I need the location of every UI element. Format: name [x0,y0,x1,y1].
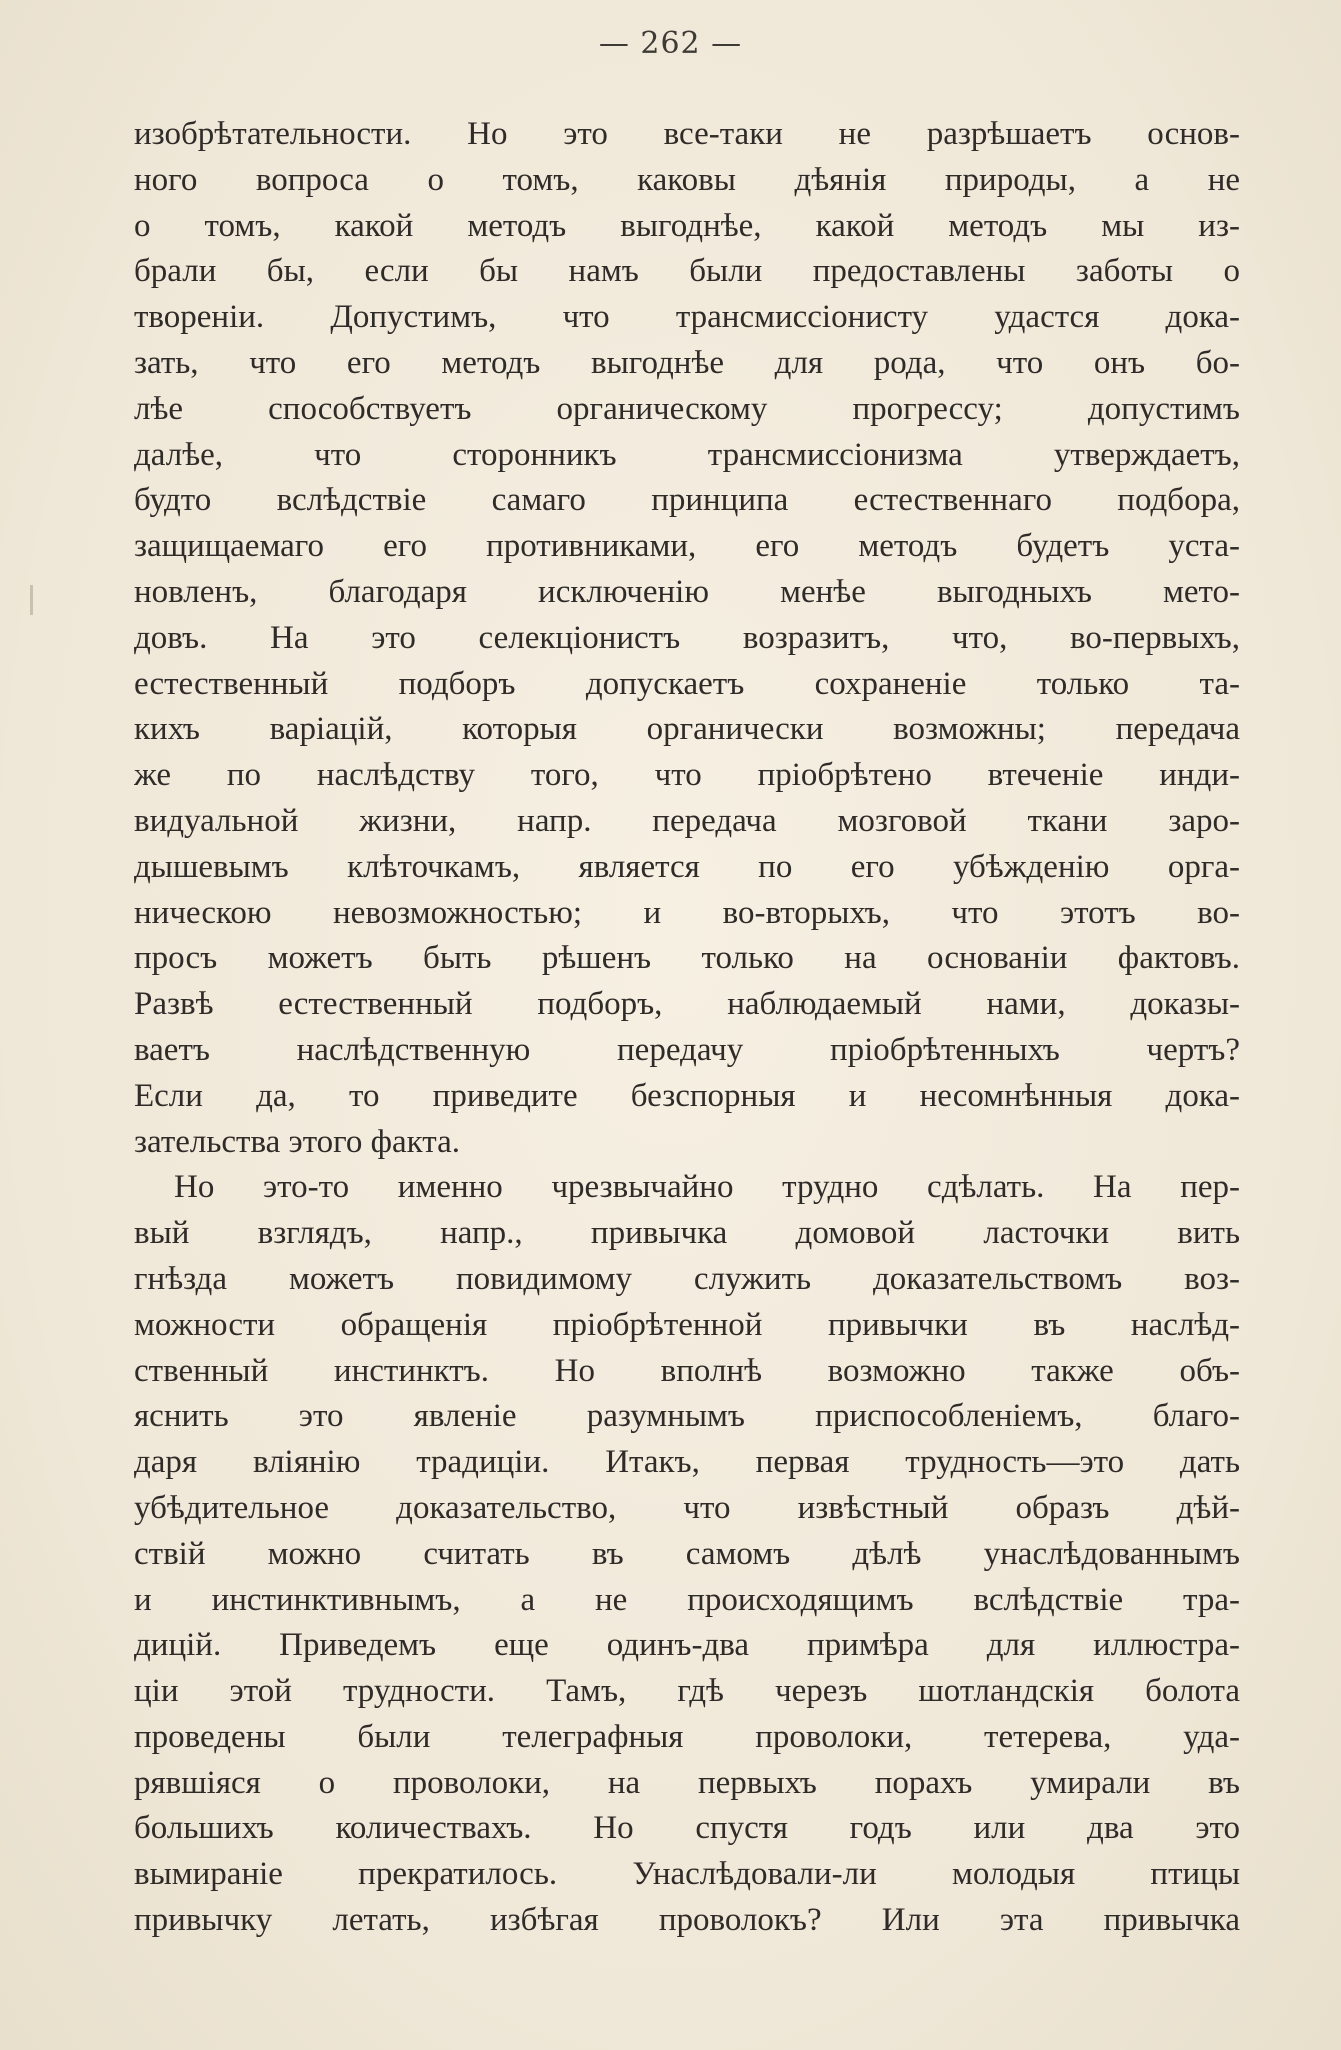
text-line: ственный инстинктъ. Но вполнѣ возможно также объ- [134,1352,1240,1389]
text-line: защищаемаго его противниками, его методъ будетъ уста- [134,528,1240,565]
text-line: рявшіяся о проволоки, на первыхъ порахъ умирали въ [134,1764,1240,1801]
text-line: кихъ варіацій, которыя органически возможны; передача [134,711,1240,748]
text-line: гнѣзда можетъ повидимому служить доказательствомъ воз- [134,1260,1240,1297]
text-line: просъ можетъ быть рѣшенъ только на основаніи фактовъ. [134,940,1240,977]
text-line: видуальной жизни, напр. передача мозговой ткани заро- [134,802,1240,839]
paragraph-2 [134,1165,1240,1944]
text-line: же по наслѣдству того, что пріобрѣтено втеченіе инди- [134,757,1240,794]
text-line: дышевымъ клѣточкамъ, является по его убѣжденію орга- [134,848,1240,885]
text-line: далѣе, что сторонникъ трансмиссіонизма утверждаетъ, [134,436,1240,473]
text-line: зать, что его методъ выгоднѣе для рода, что онъ бо- [134,344,1240,381]
text-line: убѣдительное доказательство, что извѣстный образъ дѣй- [134,1489,1240,1526]
text-line: будто вслѣдствіе самаго принципа естественнаго подбора, [134,482,1240,519]
text-line: зательства этого факта. [134,1123,460,1160]
text-line: изобрѣтательности. Но это все-таки не разрѣшаетъ основ- [134,116,1240,152]
paragraph-1 [134,112,1240,1165]
margin-mark [30,585,33,615]
body-text [134,112,1240,1944]
text-line: брали бы, если бы намъ были предоставлены заботы о [134,253,1240,290]
text-line: можности обращенія пріобрѣтенной привычки въ наслѣд- [134,1306,1240,1343]
text-line: Если да, то приведите безспорныя и несомнѣнныя дока- [134,1077,1240,1114]
text-line: проведены были телеграфныя проволоки, тетерева, уда- [134,1718,1240,1755]
text-line: новленъ, благодаря исключенію менѣе выгодныхъ мето- [134,573,1240,610]
text-line: Развѣ естественный подборъ, наблюдаемый нами, доказы- [134,986,1240,1023]
text-line: вый взглядъ, напр., привычка домовой ласточки вить [134,1215,1240,1252]
page-number: — 262 — [598,26,743,61]
text-line: яснить это явленіе разумнымъ приспособленіемъ, благо- [134,1398,1240,1435]
text-line: привычку летать, избѣгая проволокъ? Или эта привычка [134,1902,1240,1939]
text-line: твореніи. Допустимъ, что трансмиссіонисту удастся дока- [134,299,1240,336]
text-line: даря вліянію традиціи. Итакъ, первая трудность—это дать [134,1444,1240,1481]
text-line: ваетъ наслѣдственную передачу пріобрѣтенныхъ чертъ? [134,1031,1240,1068]
text-line: ціи этой трудности. Тамъ, гдѣ черезъ шотландскія болота [134,1673,1240,1710]
text-line: довъ. На это селекціонистъ возразитъ, что, во-первыхъ, [134,619,1240,656]
text-line: ствій можно считать въ самомъ дѣлѣ унаслѣдованнымъ [134,1535,1240,1572]
text-line: ническою невозможностью; и во-вторыхъ, что этотъ во- [134,894,1240,931]
text-line: ного вопроса о томъ, каковы дѣянія природы, а не [134,161,1240,198]
text-line: вымираніе прекратилось. Унаслѣдовали-ли молодыя птицы [134,1856,1240,1893]
text-line: о томъ, какой методъ выгоднѣе, какой методъ мы из- [134,207,1240,244]
text-line: лѣе способствуетъ органическому прогрессу; допустимъ [134,390,1240,427]
text-line: Но это-то именно чрезвычайно трудно сдѣлать. На пер- [174,1169,1240,1206]
text-line: естественный подборъ допускаетъ сохраненіе только та- [134,665,1240,702]
text-line: большихъ количествахъ. Но спустя годъ или два это [134,1810,1240,1847]
text-line: и инстинктивнымъ, а не происходящимъ вслѣдствіе тра- [134,1581,1240,1618]
text-line: дицій. Приведемъ еще одинъ-два примѣра для иллюстра- [134,1627,1240,1664]
